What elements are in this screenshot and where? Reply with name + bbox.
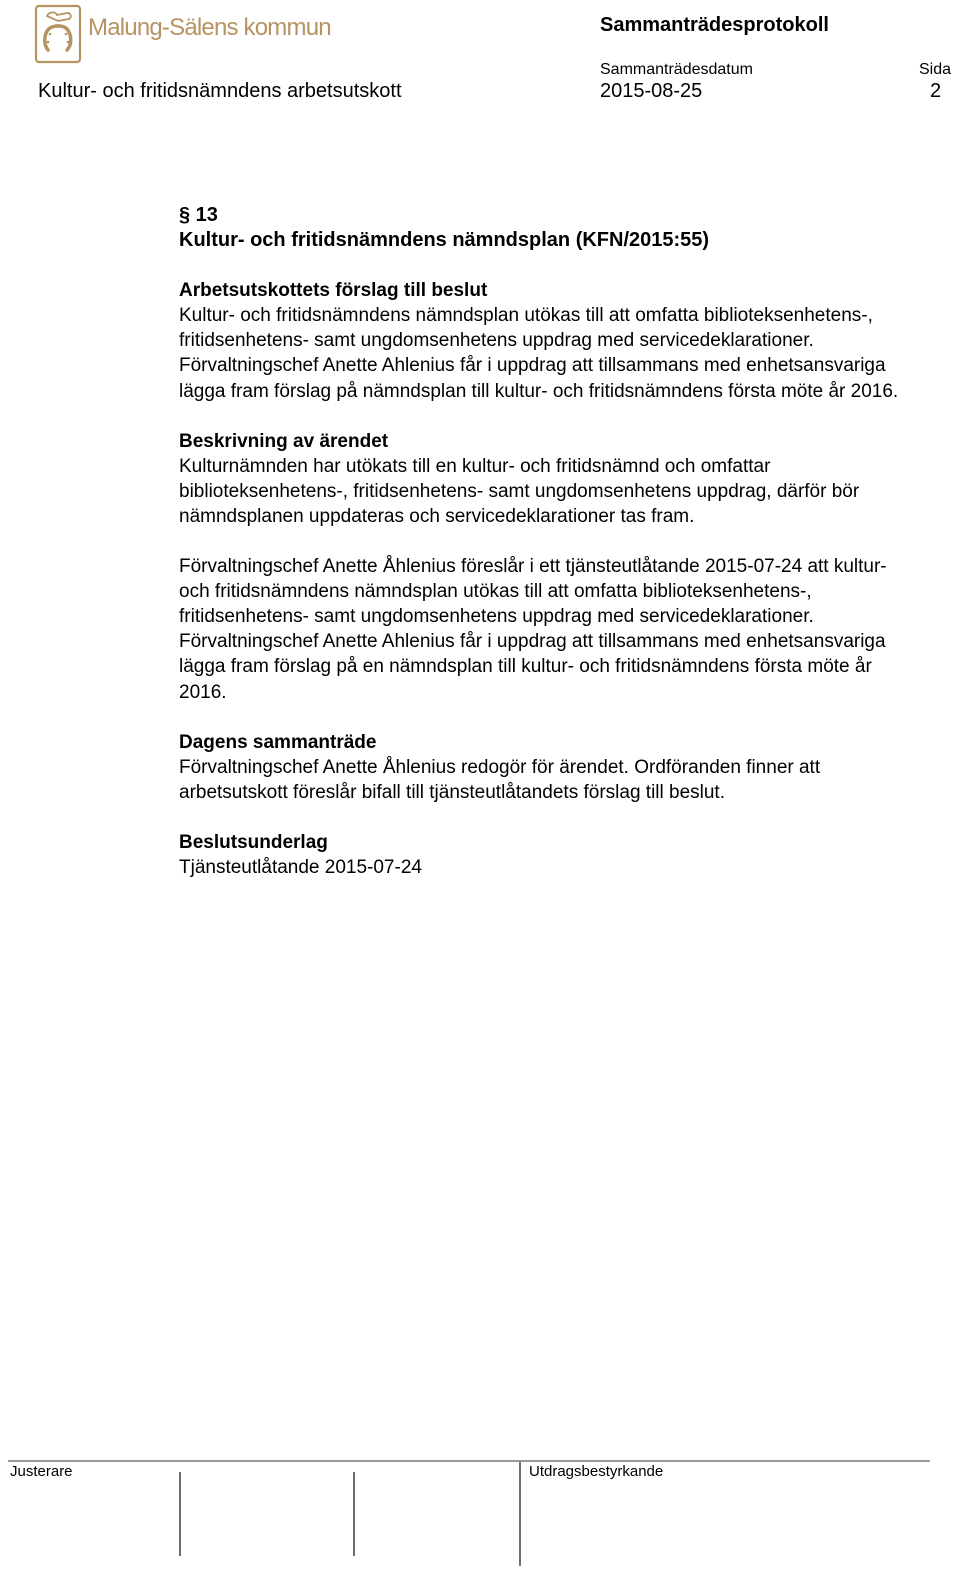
section-paragraph: Tjänsteutlåtande 2015-07-24: [179, 856, 422, 878]
municipality-name: Malung-Sälens kommun: [88, 14, 331, 41]
footer-divider: [8, 1460, 930, 1462]
section-paragraph: Kulturnämnden har utökats till en kultur- och fritidsnämnd och omfattar biblioteksenhetens-, fritidsenhetens- samt ungdomsenhetens uppdrag, därför bör nämndsplanen uppdateras och servicedeklarationer tas fram.: [179, 455, 860, 527]
signature-line: [353, 1472, 355, 1556]
signature-line: [519, 1462, 521, 1566]
section-paragraph: Förvaltningschef Anette Åhlenius föreslår i ett tjänsteutlåtande 2015-07-24 att kultur- och fritidsnämndens nämndsplan utökas till att omfatta biblioteksenhetens-, fritidsenhetens- samt ungdomsenhetens uppdrag med servicedeklarationer. Förvaltningschef Anette Ahlenius får i uppdrag att tillsammans med enhetsansvariga lägga fram förslag på en nämndsplan till kultur- och fritidsnämndens första möte år 2016.: [179, 556, 887, 703]
municipality-logo: [34, 4, 82, 64]
paragraph-number: § 13: [179, 204, 218, 226]
section-heading: Beskrivning av ärendet: [179, 430, 389, 452]
item-title: Kultur- och fritidsnämndens nämndsplan (KFN/2015:55): [179, 229, 710, 252]
committee-name: Kultur- och fritidsnämndens arbetsutskott: [38, 80, 402, 102]
signature-line: [179, 1472, 181, 1556]
meeting-date-label: Sammanträdesdatum: [600, 61, 753, 78]
section-paragraph: Kultur- och fritidsnämndens nämndsplan utökas till att omfatta biblioteksenhetens-, fritidsenhetens- samt ungdomsenhetens uppdrag med servicedeklarationer. Förvaltningschef Anette Ahlenius får i uppdrag att tillsammans med enhetsansvariga lägga fram förslag på nämndsplan till kultur- och fritidsnämndens första möte år 2016.: [179, 305, 899, 402]
certification-label: Utdragsbestyrkande: [529, 1463, 664, 1480]
page-label: Sida: [919, 61, 952, 78]
page-number: 2: [930, 80, 942, 102]
minutes-item: [179, 203, 919, 880]
meeting-date: 2015-08-25: [600, 80, 703, 102]
section-paragraph: Förvaltningschef Anette Åhlenius redogör för ärendet. Ordföranden finner att arbetsutskott föreslår bifall till tjänsteutlåtandets förslag till beslut.: [179, 756, 821, 803]
adjusters-label: Justerare: [10, 1463, 73, 1480]
section-heading: Beslutsunderlag: [179, 831, 328, 853]
document-type: Sammanträdesprotokoll: [600, 14, 829, 36]
section-heading: Arbetsutskottets förslag till beslut: [179, 280, 488, 302]
section-heading: Dagens sammanträde: [179, 731, 377, 753]
